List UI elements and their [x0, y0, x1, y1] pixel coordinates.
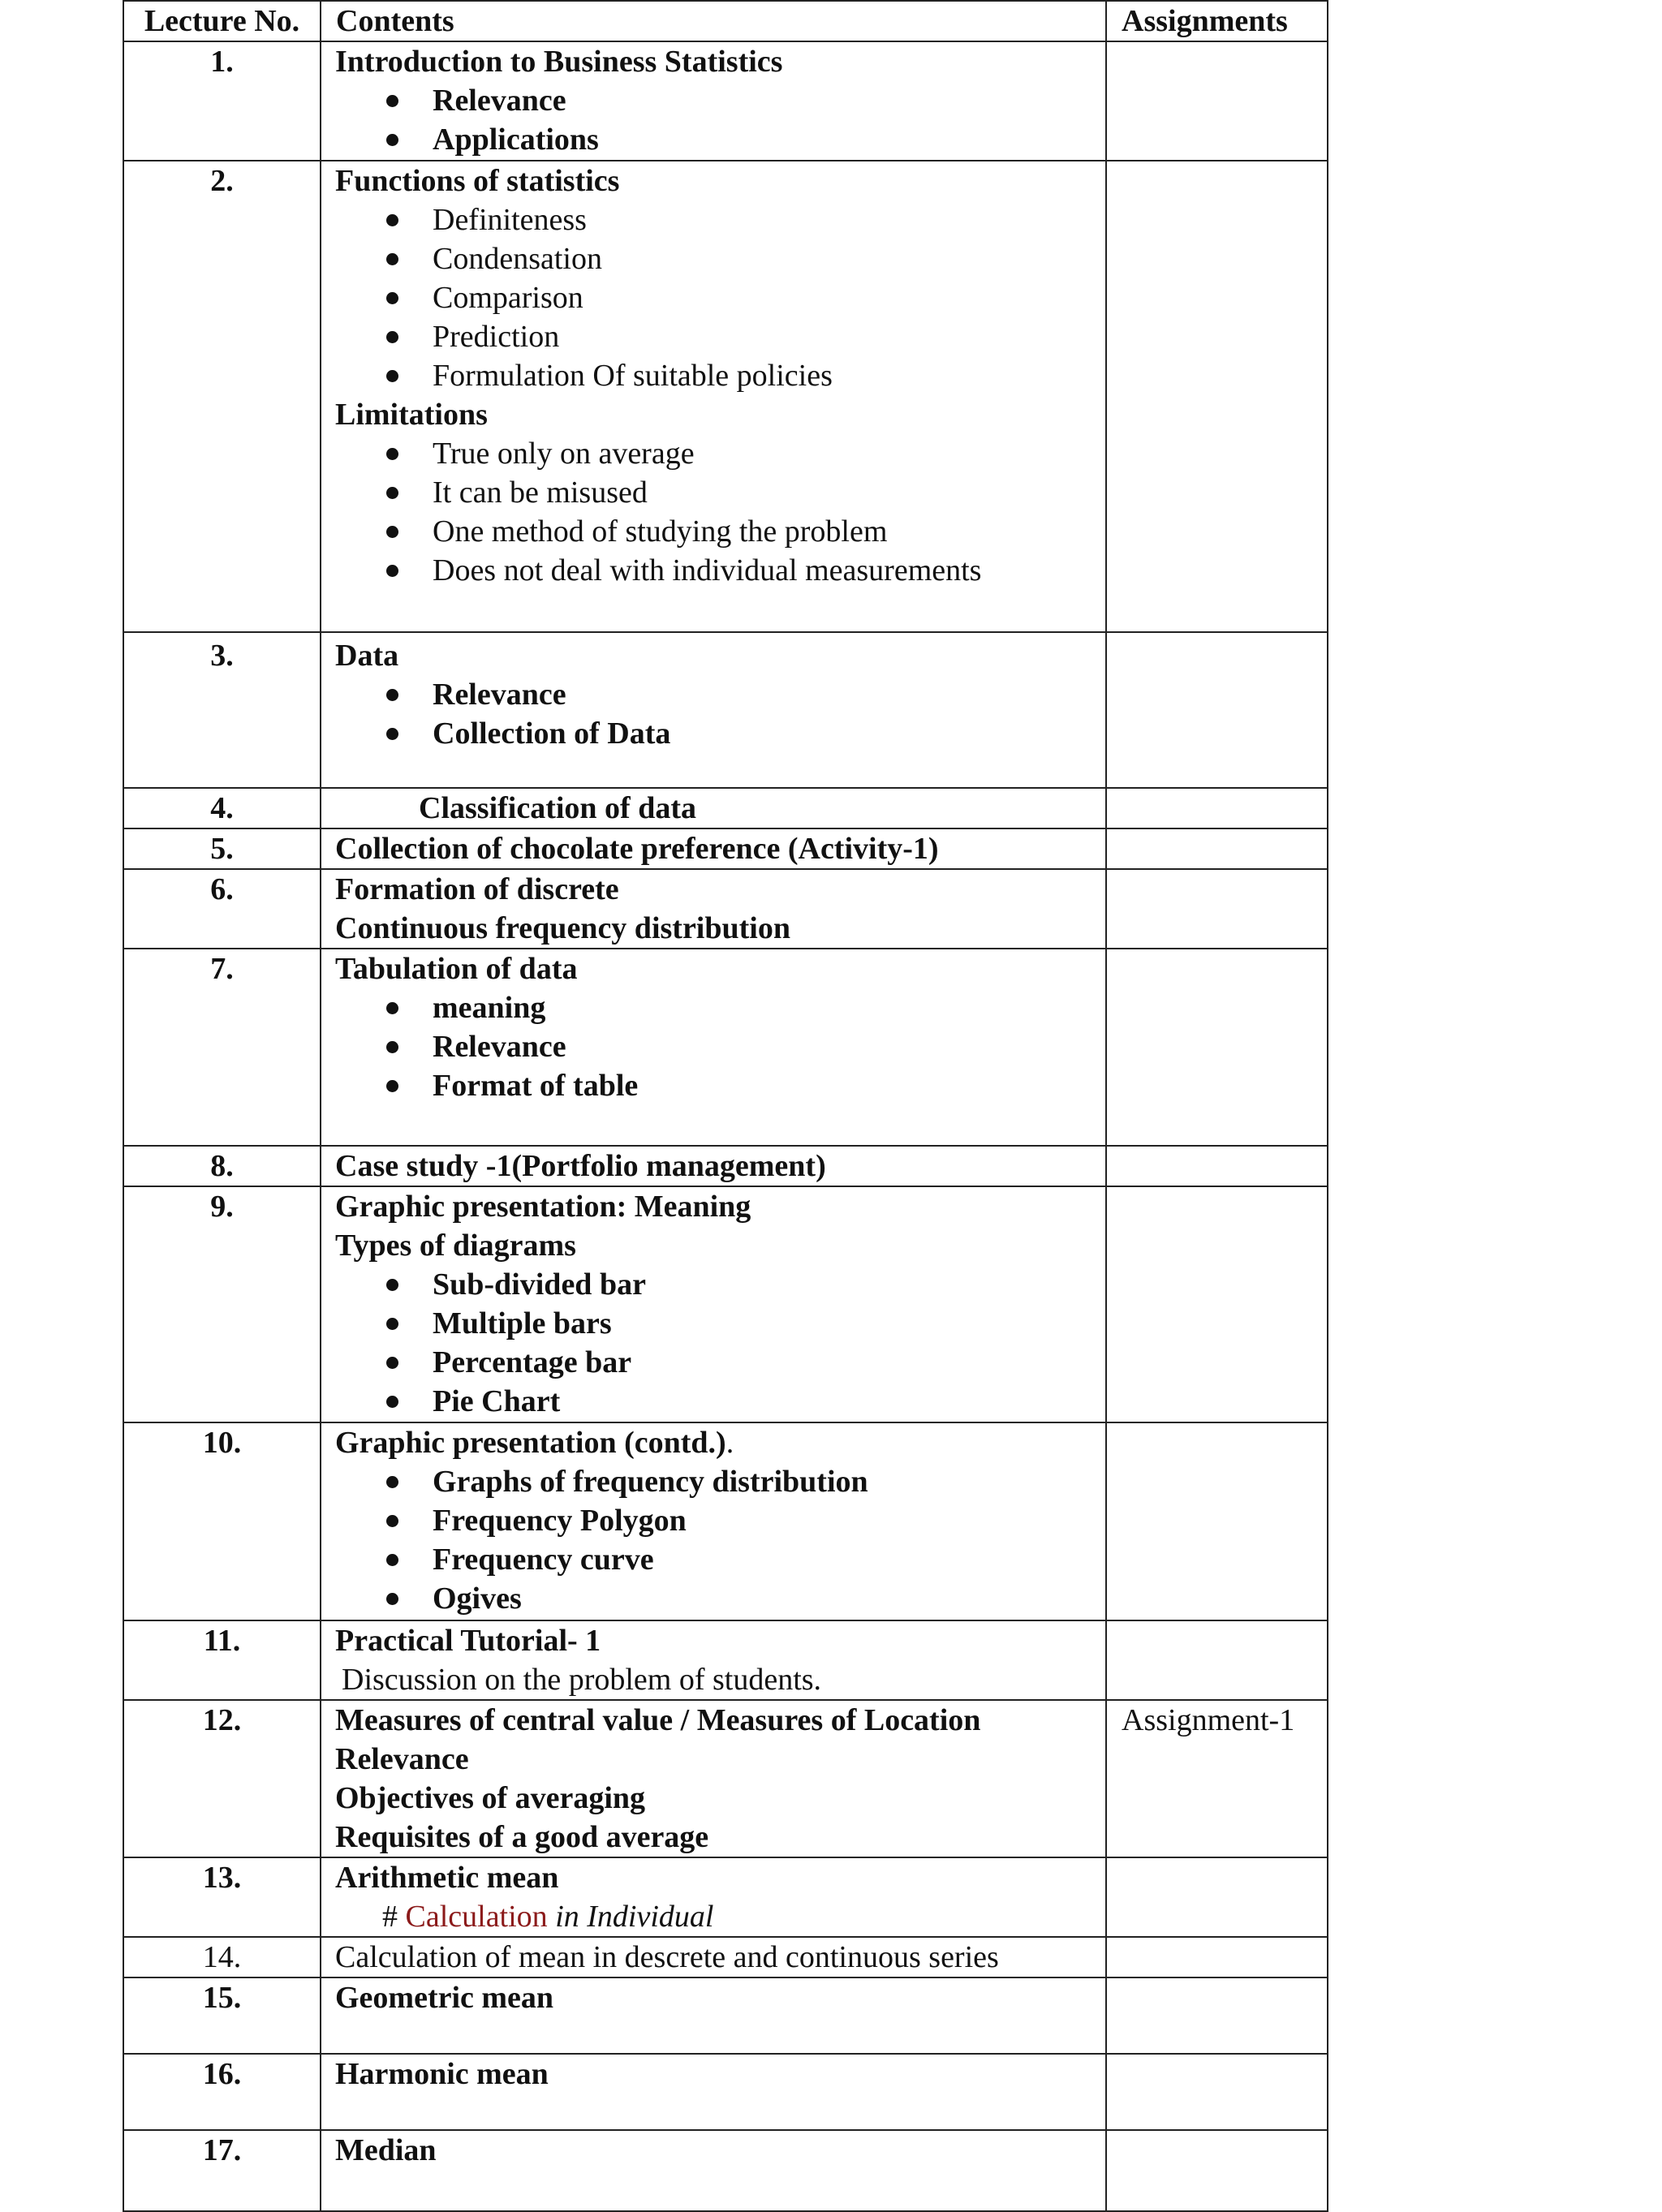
topic-title: Measures of central value / Measures of Location: [335, 1703, 981, 1737]
lecture-contents: [321, 1700, 1106, 1857]
assignment-cell: [1106, 949, 1328, 1146]
assignment-cell: [1106, 1422, 1328, 1620]
list-item: One method of studying the problem: [335, 512, 1099, 551]
lecture-number: 1.: [123, 41, 321, 161]
topic-title: Geometric mean: [335, 1981, 554, 2015]
lecture-number: 4.: [123, 788, 321, 828]
list-item: Multiple bars: [335, 1304, 1099, 1343]
list-item: Does not deal with individual measurements: [335, 551, 1099, 590]
lecture-contents: [321, 1937, 1106, 1977]
table-row: [123, 1977, 1328, 2054]
lecture-contents: [321, 2054, 1106, 2130]
lecture-plan-table: [123, 0, 1328, 2212]
lecture-contents: [321, 1857, 1106, 1937]
assignment-cell: [1106, 828, 1328, 869]
list-item: Graphs of frequency distribution: [335, 1462, 1099, 1501]
table-header-row: [123, 1, 1328, 41]
lecture-number: 3.: [123, 632, 321, 788]
assignment-cell: [1106, 1186, 1328, 1422]
list-item: It can be misused: [335, 473, 1099, 512]
list-item: Applications: [335, 120, 1099, 159]
lecture-number: 9.: [123, 1186, 321, 1422]
topic-bullets: [335, 200, 1099, 395]
table-row: [123, 41, 1328, 161]
table-row: [123, 828, 1328, 869]
list-item: Frequency curve: [335, 1540, 1099, 1579]
table-row: [123, 788, 1328, 828]
topic-bullets: [335, 434, 1099, 590]
lecture-number: 7.: [123, 949, 321, 1146]
topic-title: Median: [335, 2133, 437, 2167]
topic-title: Formation of discrete: [335, 872, 619, 906]
topic-title: Tabulation of data: [335, 952, 578, 986]
lecture-contents: [321, 869, 1106, 949]
assignment-cell: [1106, 1977, 1328, 2054]
assignment-cell: [1106, 788, 1328, 828]
topic-title: Data: [335, 639, 399, 673]
list-item: Pie Chart: [335, 1382, 1099, 1421]
lecture-contents: [321, 828, 1106, 869]
list-item: Relevance: [335, 81, 1099, 120]
lecture-contents: [321, 1620, 1106, 1700]
topic-line: Objectives of averaging: [335, 1781, 646, 1815]
lecture-contents: [321, 41, 1106, 161]
lecture-number: 5.: [123, 828, 321, 869]
lecture-number: 11.: [123, 1620, 321, 1700]
assignment-cell: [1106, 41, 1328, 161]
assignment-cell: [1106, 632, 1328, 788]
lecture-contents: [321, 1186, 1106, 1422]
topic-bullets: [335, 81, 1099, 159]
lecture-contents: [321, 949, 1106, 1146]
table-row: [123, 1422, 1328, 1620]
topic-bullets: [335, 988, 1099, 1105]
table-row: [123, 1700, 1328, 1857]
topic-subtitle: Limitations: [335, 398, 488, 432]
table-row: [123, 1146, 1328, 1186]
lecture-contents: [321, 161, 1106, 632]
topic-title: Graphic presentation: Meaning: [335, 1190, 751, 1224]
topic-title: Classification of data: [419, 791, 696, 825]
topic-title: Calculation of mean in descrete and continuous series: [335, 1940, 999, 1974]
list-item: Ogives: [335, 1579, 1099, 1618]
topic-title: Case study -1(Portfolio management): [335, 1149, 826, 1183]
lecture-number: 15.: [123, 1977, 321, 2054]
topic-title: Functions of statistics: [335, 164, 620, 198]
list-item: Relevance: [335, 1027, 1099, 1066]
table-row: [123, 1937, 1328, 1977]
table-row: [123, 1186, 1328, 1422]
table-row: [123, 632, 1328, 788]
table-row: [123, 2054, 1328, 2130]
lecture-contents: [321, 2130, 1106, 2211]
list-item: Formulation Of suitable policies: [335, 356, 1099, 395]
assignment-cell: Assignment-1: [1106, 1700, 1328, 1857]
table-row: [123, 2130, 1328, 2211]
header-lecture-no: Lecture No.: [123, 1, 321, 41]
lecture-number: 8.: [123, 1146, 321, 1186]
list-item: Definiteness: [335, 200, 1099, 239]
assignment-cell: [1106, 1146, 1328, 1186]
table-row: [123, 161, 1328, 632]
topic-note: # Calculation in Individual: [382, 1900, 714, 1934]
list-item: Format of table: [335, 1066, 1099, 1105]
assignment-cell: [1106, 1937, 1328, 1977]
topic-line: Requisites of a good average: [335, 1820, 709, 1854]
header-assignments: Assignments: [1106, 1, 1328, 41]
lecture-contents: [321, 1977, 1106, 2054]
topic-bullets: [335, 1265, 1099, 1421]
topic-description: Discussion on the problem of students.: [342, 1663, 822, 1697]
topic-title: Introduction to Business Statistics: [335, 45, 783, 79]
table-row: [123, 1620, 1328, 1700]
topic-subtitle: Continuous frequency distribution: [335, 911, 790, 945]
list-item: Frequency Polygon: [335, 1501, 1099, 1540]
list-item: Comparison: [335, 278, 1099, 317]
list-item: Condensation: [335, 239, 1099, 278]
topic-title: Arithmetic mean: [335, 1861, 559, 1895]
table-row: [123, 949, 1328, 1146]
topic-title: Harmonic mean: [335, 2057, 549, 2091]
assignment-cell: [1106, 1857, 1328, 1937]
lecture-contents: [321, 1422, 1106, 1620]
assignment-cell: [1106, 869, 1328, 949]
header-contents: Contents: [321, 1, 1106, 41]
assignment-cell: [1106, 1620, 1328, 1700]
table-row: [123, 1857, 1328, 1937]
lecture-number: 17.: [123, 2130, 321, 2211]
list-item: True only on average: [335, 434, 1099, 473]
assignment-cell: [1106, 2054, 1328, 2130]
topic-bullets: [335, 675, 1099, 753]
topic-title: Collection of chocolate preference (Activity-1): [335, 832, 939, 866]
topic-bullets: [335, 1462, 1099, 1618]
topic-title: Graphic presentation (contd.).: [335, 1426, 734, 1460]
lecture-number: 16.: [123, 2054, 321, 2130]
lecture-number: 2.: [123, 161, 321, 632]
assignment-cell: [1106, 161, 1328, 632]
list-item: Prediction: [335, 317, 1099, 356]
topic-title: Practical Tutorial- 1: [335, 1624, 601, 1658]
list-item: Relevance: [335, 675, 1099, 714]
lecture-contents: [321, 632, 1106, 788]
list-item: Percentage bar: [335, 1343, 1099, 1382]
lecture-contents: [321, 788, 1106, 828]
list-item: Sub-divided bar: [335, 1265, 1099, 1304]
lecture-number: 14.: [123, 1937, 321, 1977]
lecture-number: 13.: [123, 1857, 321, 1937]
lecture-number: 6.: [123, 869, 321, 949]
list-item: meaning: [335, 988, 1099, 1027]
lecture-number: 10.: [123, 1422, 321, 1620]
table-row: [123, 869, 1328, 949]
lecture-number: 12.: [123, 1700, 321, 1857]
list-item: Collection of Data: [335, 714, 1099, 753]
lecture-contents: [321, 1146, 1106, 1186]
topic-subtitle: Types of diagrams: [335, 1229, 576, 1263]
topic-line: Relevance: [335, 1742, 469, 1776]
assignment-cell: [1106, 2130, 1328, 2211]
